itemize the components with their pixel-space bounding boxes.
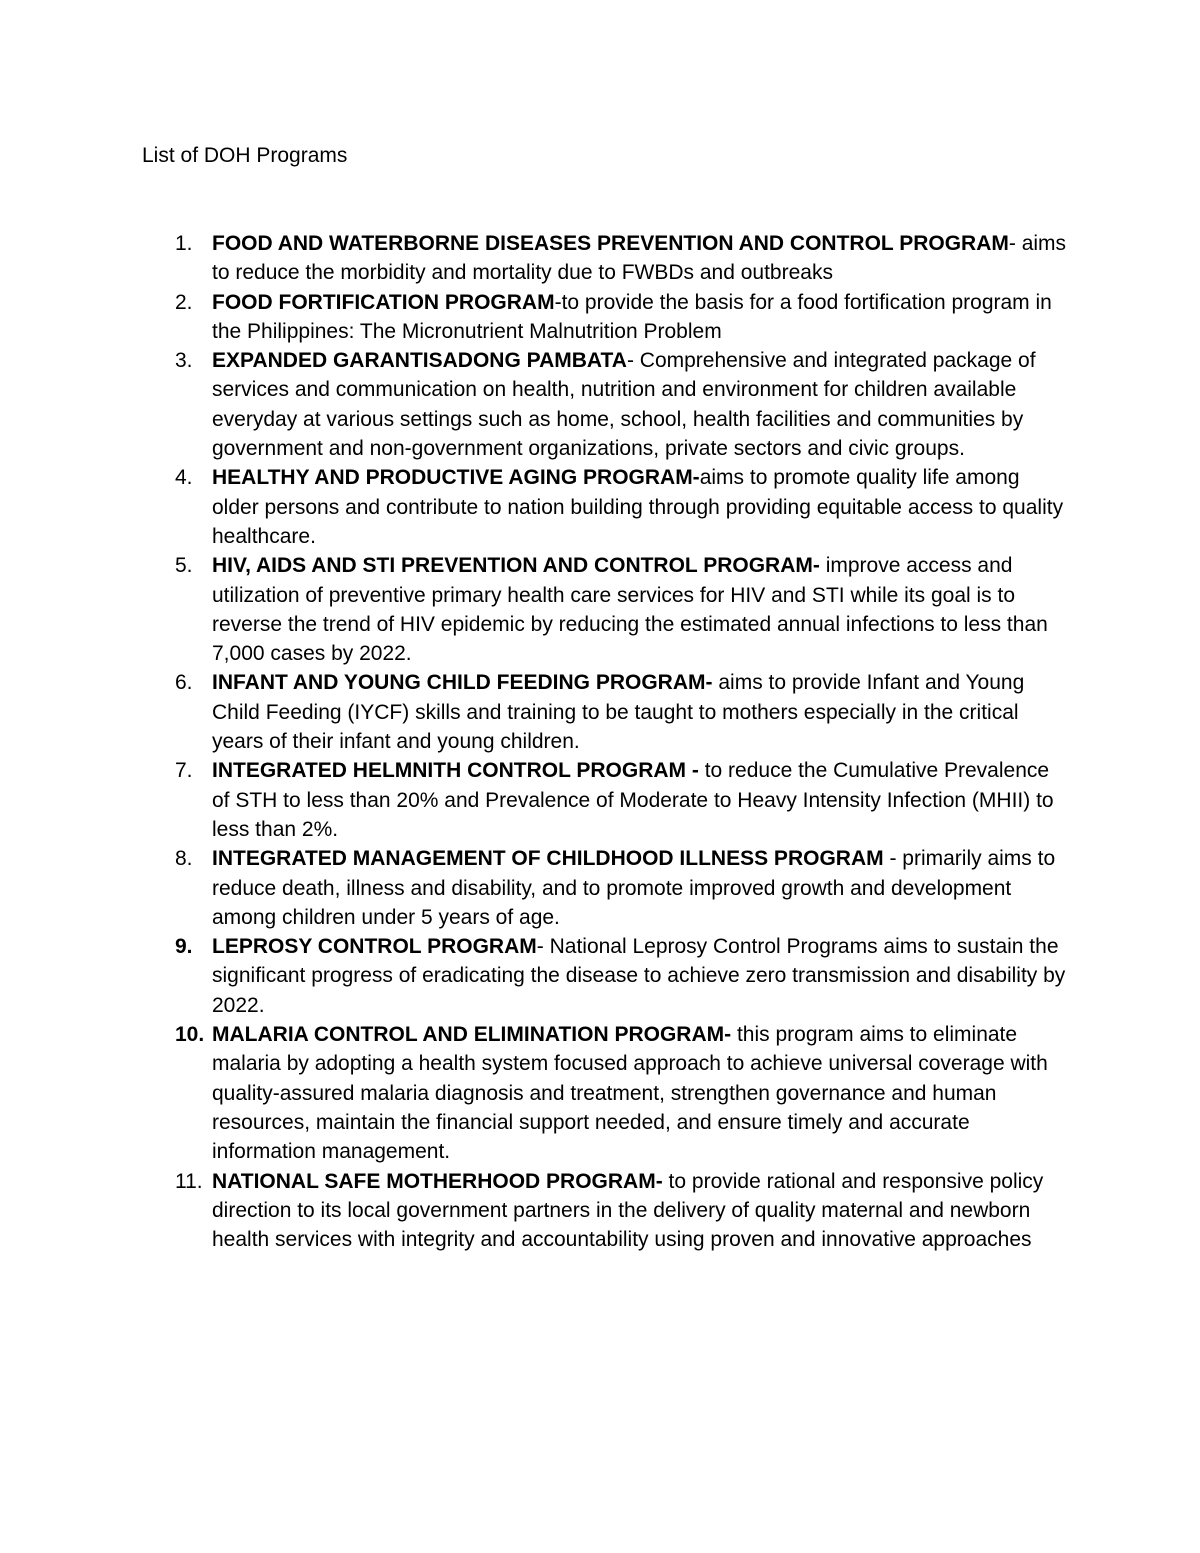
- item-number: 11.: [175, 1169, 203, 1193]
- program-name: NATIONAL SAFE MOTHERHOOD PROGRAM-: [212, 1169, 663, 1193]
- program-name: LEPROSY CONTROL PROGRAM: [212, 935, 537, 959]
- program-name: FOOD AND WATERBORNE DISEASES PREVENTION AND CONTROL PROGRAM: [212, 232, 1009, 255]
- item-number: 4.: [175, 466, 193, 490]
- program-name: INFANT AND YOUNG CHILD FEEDING PROGRAM-: [212, 671, 713, 695]
- list-item: [0, 229, 1200, 288]
- program-name: FOOD FORTIFICATION PROGRAM: [212, 290, 555, 314]
- program-description: to reduce the Cumulative Prevalence of STH to less than 20% and Prevalence of Moderate to Heavy Intensity Infection (MHII) to less than 2%.: [212, 759, 1054, 841]
- item-number: 8.: [175, 847, 193, 871]
- program-name: MALARIA CONTROL AND ELIMINATION PROGRAM-: [212, 1023, 732, 1047]
- program-name: INTEGRATED MANAGEMENT OF CHILDHOOD ILLNESS PROGRAM: [212, 847, 884, 871]
- list-item: [0, 668, 1200, 756]
- item-number: 3.: [175, 349, 193, 373]
- item-number: 7.: [175, 759, 193, 783]
- list-item: [0, 756, 1200, 844]
- program-name: EXPANDED GARANTISADONG PAMBATA: [212, 349, 627, 373]
- program-description: - primarily aims to reduce death, illness and disability, and to promote improved growth and development among children under 5 years of age.: [212, 847, 1056, 929]
- item-number: 5.: [175, 554, 193, 578]
- program-name: HEALTHY AND PRODUCTIVE AGING PROGRAM-: [212, 466, 700, 490]
- list-item: [0, 932, 1200, 1020]
- list-item: [0, 844, 1200, 932]
- item-number: 9.: [175, 935, 193, 959]
- list-item: [0, 1167, 1200, 1255]
- list-item: [0, 346, 1200, 463]
- item-number: 10.: [175, 1023, 205, 1047]
- program-name: INTEGRATED HELMNITH CONTROL PROGRAM -: [212, 759, 699, 783]
- program-description: - National Leprosy Control Programs aims to sustain the significant progress of eradicating the disease to achieve zero transmission and disability by 2022.: [212, 935, 1066, 1017]
- program-description: this program aims to eliminate malaria by adopting a health system focused approach to achieve universal coverage with quality-assured malaria diagnosis and treatment, strengthen governance and human resources, maintain the financial support needed, and ensure timely and accurate information management.: [212, 1023, 1048, 1164]
- item-number: 6.: [175, 671, 193, 695]
- list-item: [0, 463, 1200, 551]
- program-name: HIV, AIDS AND STI PREVENTION AND CONTROL PROGRAM-: [212, 554, 820, 578]
- program-description: to provide rational and responsive policy direction to its local government partners in the delivery of quality maternal and newborn health services with integrity and accountability using proven and innovative approaches: [212, 1169, 1044, 1252]
- item-number: 1.: [175, 232, 193, 255]
- program-description: improve access and utilization of preventive primary health care services for HIV and STI while its goal is to reverse the trend of HIV epidemic by reducing the estimated annual infections to less than 7,000 cases by 2022.: [212, 554, 1048, 666]
- program-description: aims to provide Infant and Young Child Feeding (IYCF) skills and training to be taught to mothers especially in the critical years of their infant and young children.: [212, 671, 1025, 754]
- program-description: -to provide the basis for a food fortification program in the Philippines: The Micronutrient Malnutrition Problem: [212, 290, 1052, 343]
- list-item: [0, 1020, 1200, 1166]
- list-item: [0, 551, 1200, 668]
- list-item: [0, 288, 1200, 347]
- program-description: - aims to reduce the morbidity and mortality due to FWBDs and outbreaks: [212, 232, 1067, 285]
- program-description: - Comprehensive and integrated package of services and communication on health, nutrition and environment for children available everyday at various settings such as home, school, health facilities and communities by government and non-government organizations, private sectors and civic groups.: [212, 349, 1036, 461]
- document-title: List of DOH Programs: [142, 144, 348, 167]
- program-list: [0, 229, 1200, 1254]
- program-description: aims to promote quality life among older persons and contribute to nation building through providing equitable access to quality healthcare.: [212, 466, 1064, 548]
- item-number: 2.: [175, 290, 193, 314]
